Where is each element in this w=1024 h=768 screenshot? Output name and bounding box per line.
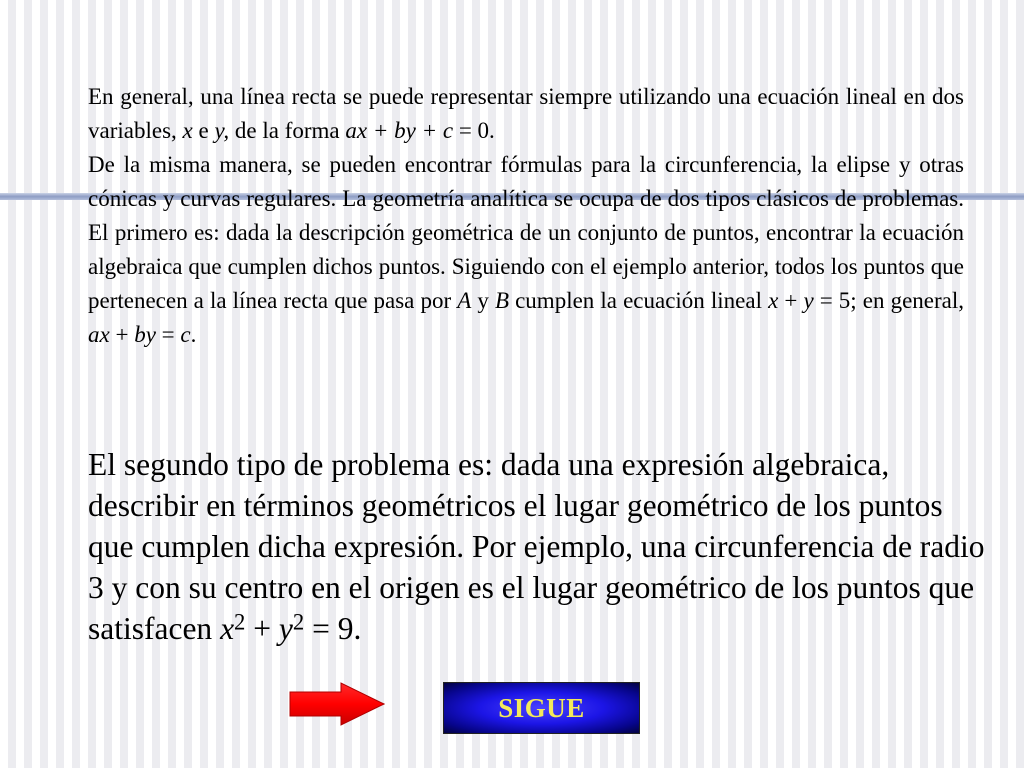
exponent: 2: [292, 609, 305, 635]
text-span: = 9.: [304, 611, 362, 646]
exponent: 2: [234, 609, 246, 635]
math-variable: y: [803, 288, 814, 313]
math-variable: B: [494, 288, 510, 313]
paragraph-line-equation: [88, 80, 964, 148]
text-span: =: [155, 322, 181, 347]
paragraph-analytic-geometry: [88, 148, 964, 352]
text-span: = 5; en general,: [813, 288, 964, 313]
text-span: e: [192, 118, 215, 143]
math-variable: c: [180, 322, 191, 347]
text-span: El segundo tipo de problema es: dada una expresión algebraica, describir en términos geométricos el lugar geométrico de los puntos que cumplen dicha expresión. Por ejemplo, una circunferencia de radio 3 y con su centro en el origen es el lugar geométrico de los puntos que satisfacen: [88, 447, 985, 646]
math-variable: x: [768, 288, 779, 313]
math-variable: y: [278, 611, 293, 646]
math-variable: A: [457, 288, 472, 313]
right-arrow-icon[interactable]: [289, 682, 385, 726]
sigue-button[interactable]: [443, 682, 640, 734]
text-span: .: [190, 322, 197, 347]
text-span: y: [471, 288, 495, 313]
math-variable: ax: [88, 322, 110, 347]
math-variable: y,: [214, 118, 230, 143]
math-expression: ax + by + c: [345, 118, 454, 143]
text-span: cumplen la ecuación lineal: [509, 288, 769, 313]
math-variable: x: [220, 611, 235, 646]
text-span: De la misma manera, se pueden encontrar fórmulas para la circunferencia, la elipse y otras cónicas y curvas regulares. La geometría analítica se ocupa de dos tipos clásicos de problemas. El primero es: dada la descripción geométrica de un conjunto de puntos, encontrar la ecuación algebraica que cumplen dichos puntos. Siguiendo con el ejemplo anterior, todos los puntos que pertenecen a la línea recta que pasa por: [88, 152, 964, 313]
text-span: = 0.: [453, 118, 495, 143]
math-variable: by: [134, 322, 156, 347]
text-span: +: [778, 288, 804, 313]
paragraph-second-problem: [88, 444, 988, 649]
text-span: En general, una línea recta se puede representar siempre utilizando una ecuación lineal en dos variables,: [88, 84, 964, 143]
text-span: de la forma: [229, 118, 346, 143]
sigue-button-label: SIGUE: [498, 692, 585, 723]
text-span: +: [109, 322, 135, 347]
math-variable: x: [182, 118, 193, 143]
text-span: +: [245, 611, 279, 646]
